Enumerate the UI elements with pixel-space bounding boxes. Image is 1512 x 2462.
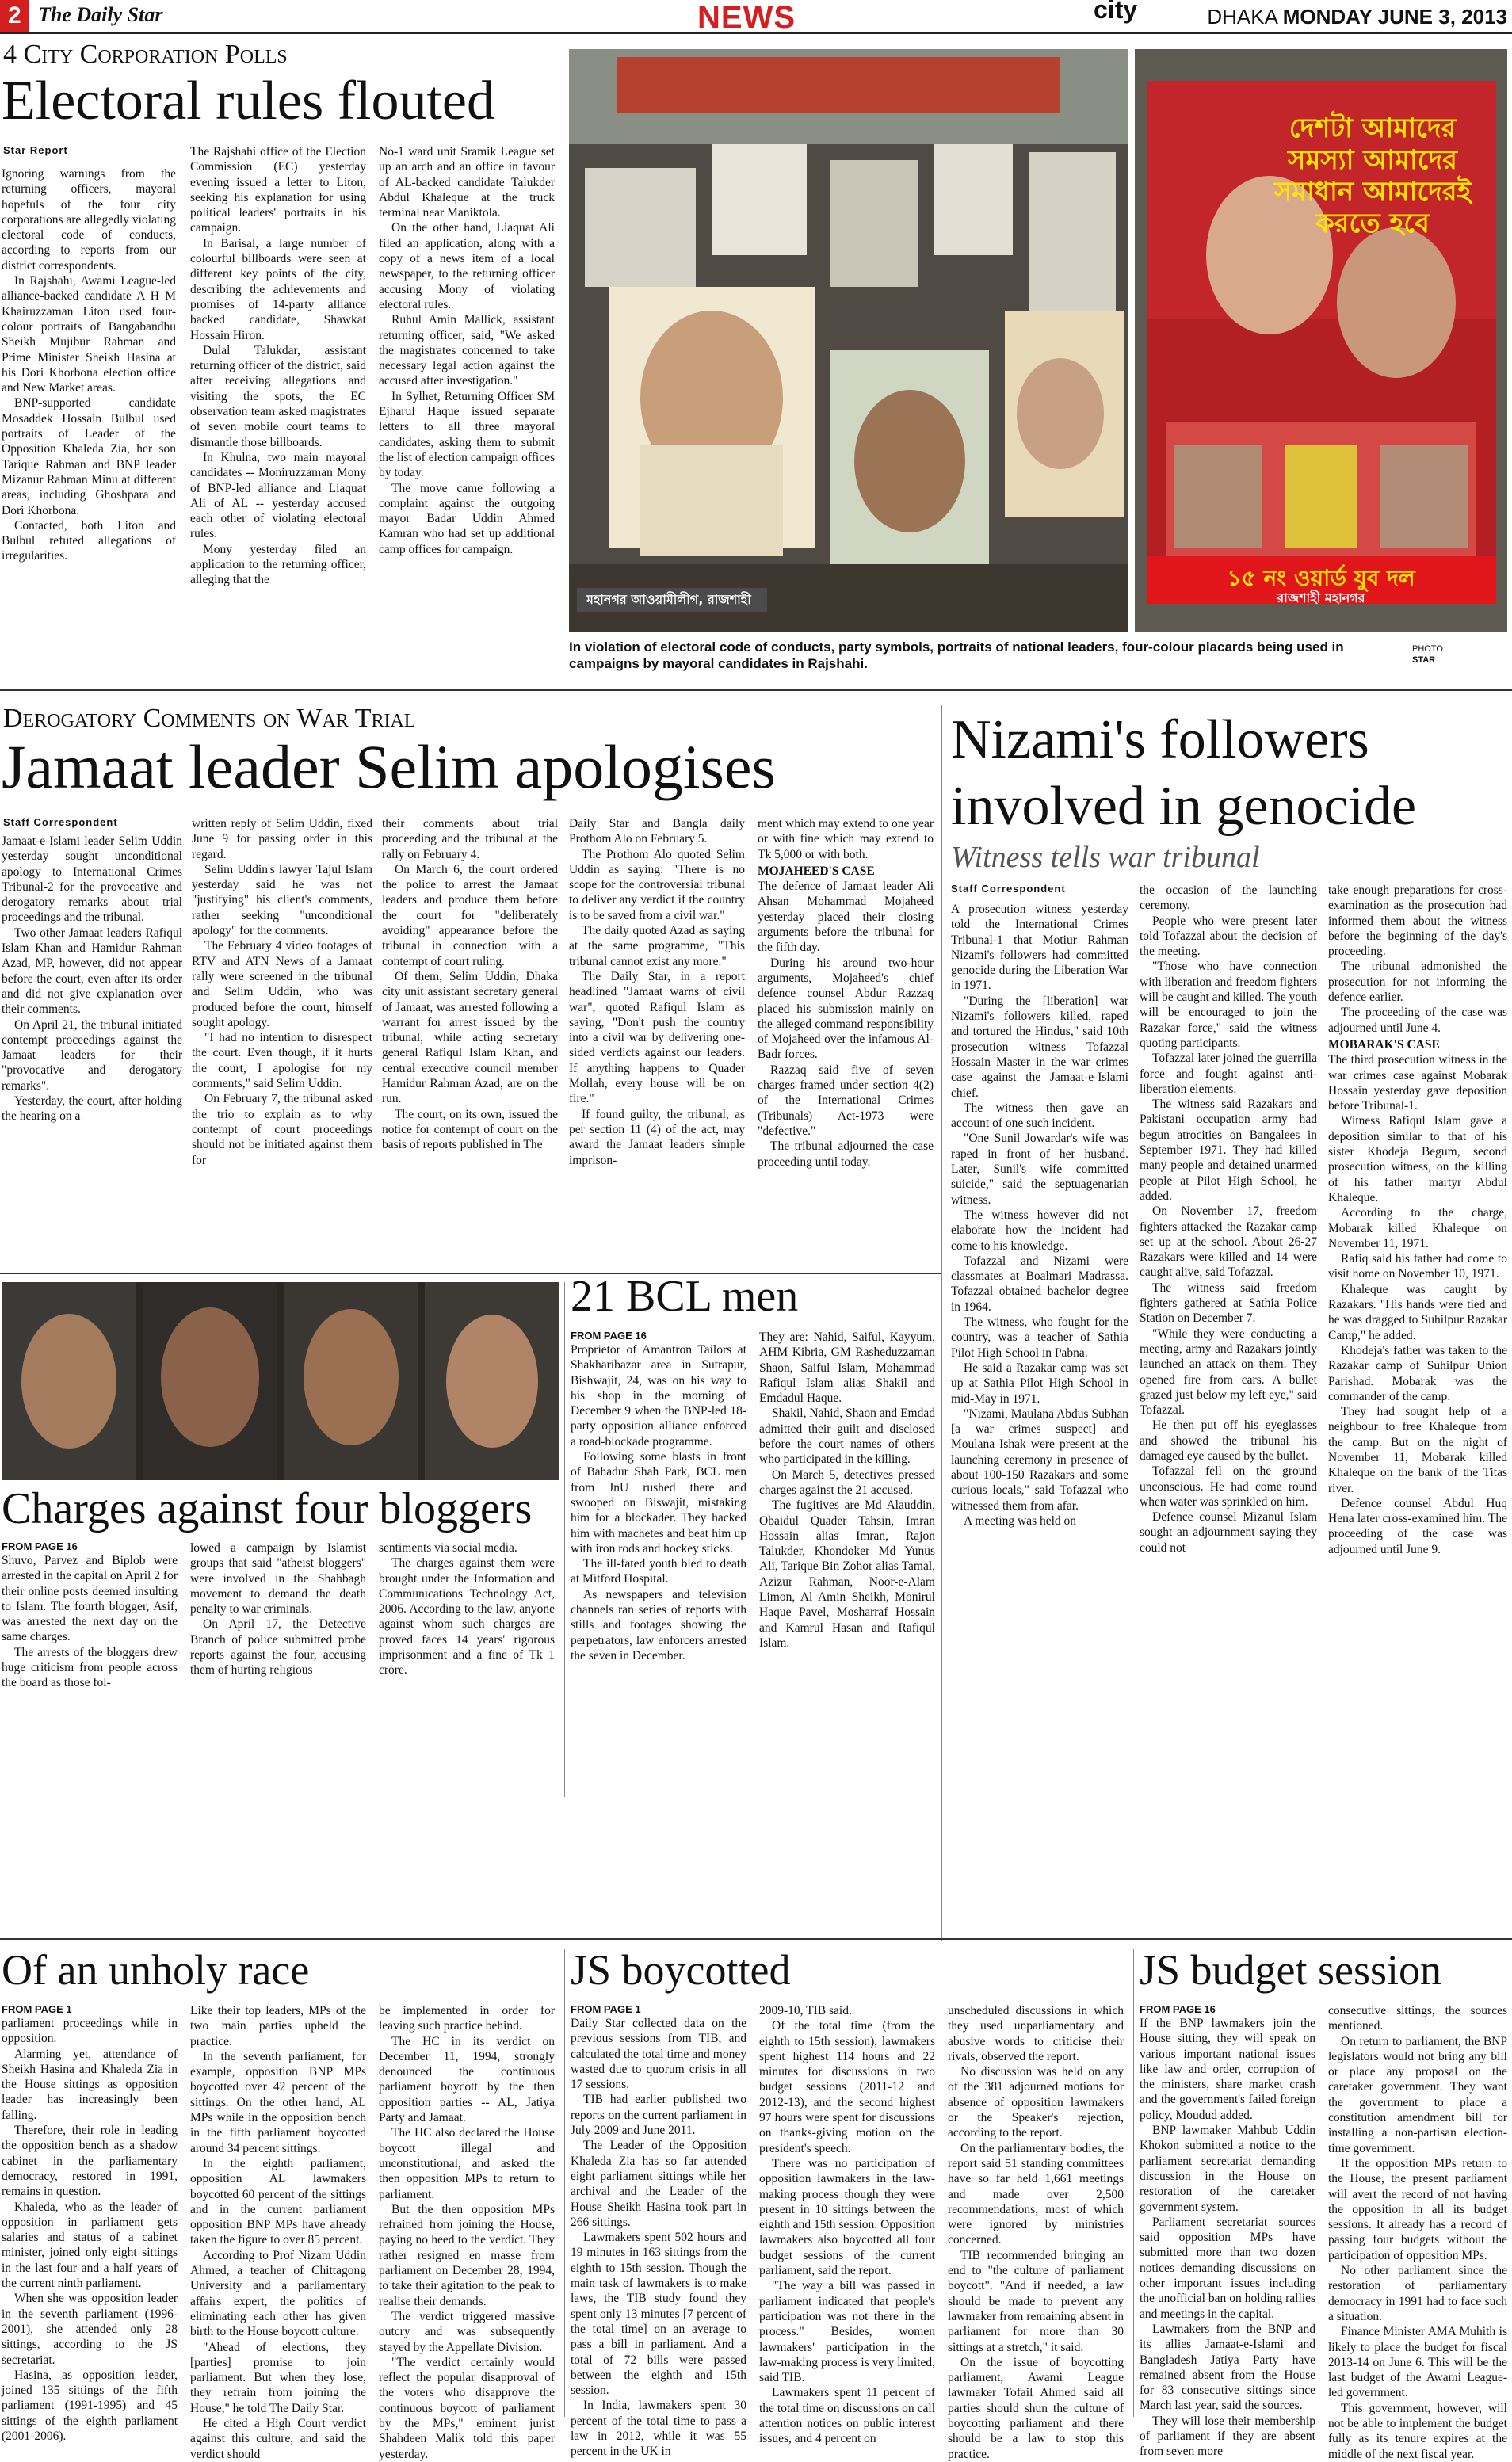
story5-jump: FROM PAGE 16 <box>571 1330 647 1342</box>
masthead <box>0 0 1512 34</box>
story7-col2 <box>759 2003 935 2446</box>
story6-headline: Of an unholy race <box>2 1946 310 1994</box>
campaign-street-photo <box>569 49 1128 632</box>
story2-col3 <box>382 816 558 1262</box>
story7-col3 <box>948 2003 1124 2461</box>
story3-paragraph: The tribunal admonished the prosecution for not informing the defence earlier. <box>1328 960 1507 1005</box>
story8-paragraph: BNP lawmaker Mahbub Uddin Khokon submitted a notice to the parliament secretariat demanding discussion in the House on restoration of the caretaker government system. <box>1140 2124 1315 2214</box>
mojaheed-paragraph: The tribunal adjourned the case proceeding until today. <box>758 1139 934 1169</box>
story1-paragraph: Dulal Talukdar, assistant returning officer of the district, said after receiving allegations and visiting the spots, the EC observation team asked magistrates of seven mobile court teams to dismantle those billboards. <box>190 343 366 449</box>
story3-paragraph: "During the [liberation] war Nizami's followers killed, raped and tortured the Hindus," said 10th prosecution witness Tofazzal Hossain Master in the war crimes case against the Jamaat-e-Islami chief. <box>951 994 1128 1100</box>
story2-paragraph: The Prothom Alo quoted Selim Uddin as saying: "There is no scope for the controversial tribunal to deliver any verdict if the country is to be saved from a civil war." <box>569 847 745 922</box>
bloggers-photo <box>2 1282 559 1480</box>
story3-headline-line1: Nizami's followers <box>951 709 1369 770</box>
credit-label: PHOTO: <box>1412 644 1445 654</box>
story8-paragraph: consecutive sittings, the sources mentioned. <box>1328 2004 1507 2033</box>
story1-paragraph: Contacted, both Liton and Bulbul refuted allegations of irregularities. <box>2 518 176 563</box>
story3-paragraph: "Those who have connection with liberation and freedom fighters will be caught and killed. The youth will be encouraged to join the Razakar force," said the witness quoting participants. <box>1140 960 1317 1050</box>
story2-paragraph: On February 7, the tribunal asked the trio to explain as to why contempt of court proceedings should not be initiated against them for <box>192 1092 372 1167</box>
story7-paragraph: On the parliamentary bodies, the report said 51 standing committees have so far held 1,661 meetings and made over 2,500 recommendations, most of which were ignored by ministries concerned. <box>948 2141 1124 2247</box>
story3-paragraph: The witness however did not elaborate how the incident had come to his knowledge. <box>951 1208 1128 1253</box>
story2-col2 <box>192 816 372 1262</box>
story2-paragraph: Jamaat-e-Islami leader Selim Uddin yesterday sought unconditional apology to International Crimes Tribunal-2 for the provocative and derogatory remarks about trial proceedings and the tribunal. <box>2 834 182 925</box>
story6-paragraph: parliament proceedings while in opposition. <box>2 2017 178 2046</box>
vertical-rule-lower-2 <box>1133 1949 1134 2417</box>
story6-paragraph: The verdict triggered massive outcry and was subsequently stayed by the Appellate Division. <box>379 2309 555 2354</box>
story2-paragraph: Yesterday, the court, after holding the hearing on a <box>2 1094 182 1124</box>
story3-paragraph: Tofazzal and Nizami were classmates at Boalmari Madrassa. Tofazzal obtained bachelor degree in 1964. <box>951 1254 1128 1314</box>
story6-paragraph: But the then opposition MPs refrained from joining the House, paying no heed to the verdict. They rather resigned en masse from parliament on December 28, 1994, to take their agitation to the peak to realise their demands. <box>379 2202 555 2308</box>
story1-photo-caption: In violation of electoral code of conducts, party symbols, portraits of national leaders, four-colour placards being used in campaigns by mayoral candidates in Rajshahi. <box>569 639 1344 671</box>
story3-paragraph: The witness, who fought for the country, was a teacher of Sathia Pilot High School in Pabna. <box>951 1315 1128 1360</box>
story6-paragraph: Like their top leaders, MPs of the two main parties upheld the practice. <box>190 2004 366 2048</box>
bloggers-photo-art <box>2 1282 559 1480</box>
story7-paragraph: TIB had earlier published two reports on the current parliament in July 2009 and June 2011. <box>571 2093 746 2138</box>
story7-paragraph: 2009-10, TIB said. <box>759 2004 852 2017</box>
story3-paragraph: "While they were conducting a meeting, army and Razakars jointly launched an attack on them. They opened fire from cars. A bullet grazed just below my left eye," said Tofazzal. <box>1140 1326 1317 1418</box>
story8-paragraph: This government, however, will not be able to implement the budget fully as its tenure expires at the middle of the next fiscal year. <box>1328 2401 1507 2461</box>
story3-paragraph: "Nizami, Maulana Abdus Subhan [a war crimes suspect] and Moulana Ishak were present at the launching ceremony in presence of about 100-150 Razakars and some curious locals," said Tofazzal who witnessed them from afar. <box>951 1407 1128 1513</box>
mojaheed-paragraph: During his around two-hour arguments, Mojaheed's chief defence counsel Abdur Razzaq placed his submission mainly on the alleged command responsibility of Mojaheed over the infamous Al-Badr forces. <box>758 956 934 1062</box>
story7-paragraph: Of the total time (from the eighth to 15th session), lawmakers spent highest 114 hours and 22 minutes for discussions in two budget sessions (2011-12 and 2012-13), and the second highest 97 hours were spent for discussions on thanks-giving motion on the president's speech. <box>759 2019 935 2155</box>
mobarak-paragraph: Witness Rafiqul Islam gave a deposition similar to that of his sister Khodeja Begum, second prosecution witness, on the killing of his father martyr Abdul Khaleque. <box>1328 1114 1507 1204</box>
story3-paragraph: "One Sunil Jowardar's wife was raped in front of her husband. Later, Sunil's wife committed suicide," said the septuagenarian witness. <box>951 1132 1128 1207</box>
story1-paragraph: In Khulna, two main mayoral candidates -- Moniruzzaman Mony of BNP-led alliance and Liaquat Ali of AL -- yesterday accused each other of violating electoral rules. <box>190 450 366 541</box>
story1-paragraph: The Rajshahi office of the Election Commission (EC) yesterday evening issued a letter to Liton, seeking his explanation for using political leaders' portraits in his campaign. <box>190 145 366 235</box>
story1-photo-credit <box>1412 643 1445 666</box>
banner-slogan: দেশটা আমাদের সমস্যা আমাদের সমাধান আমাদেরই করতে হবে <box>1273 113 1472 239</box>
story3-paragraph: A meeting was held on <box>964 1513 1077 1528</box>
story7-paragraph: Lawmakers spent 502 hours and 19 minutes in 163 sittings from the eighth to 15th session. Though the main task of lawmakers is to make laws, the TIB study found they spent only 13 minutes [7 percent of the total time] on an average to pass a bill in parliament. And a total of 72 bills were passed between the eighth and 15th session. <box>571 2231 746 2398</box>
story3-paragraph: The witness then gave an account of one such incident. <box>951 1101 1128 1131</box>
story2-kicker: Derogatory Comments on War Trial <box>3 704 416 733</box>
story6-paragraph: The HC in its verdict on December 11, 1994, strongly denounced the continuous parliament boycott by the then opposition parties -- AL, Jatiya Party and Jamaat. <box>379 2034 555 2125</box>
divider-2 <box>0 1273 941 1274</box>
story8-headline: JS budget session <box>1140 1946 1442 1994</box>
divider-1 <box>0 689 1512 691</box>
story7-paragraph: On the issue of boycotting parliament, Awami League lawmaker Tofail Ahmed said all parties should shun the culture of boycotting parliament and there should be a law to stop this practice. <box>948 2355 1124 2461</box>
story7-paragraph: unscheduled discussions in which they used unparliamentary and abusive words to criticise their rivals, observed the report. <box>948 2004 1124 2063</box>
story1-kicker: 4 City Corporation Polls <box>3 40 288 69</box>
story3-paragraph: People who were present later told Tofazzal about the decision of the meeting. <box>1140 914 1317 959</box>
mojaheed-subhead: MOJAHEED'S CASE <box>758 864 875 878</box>
mojaheed-body <box>758 879 934 1170</box>
story8-col1 <box>1140 2016 1315 2459</box>
story1-paragraph: In Rajshahi, Awami League-led alliance-backed candidate A H M Khairuzzaman Liton used four-colour portraits of Bangabandhu Sheikh Mujibur Rahman and Prime Minister Sheikh Hasina at his Dori Khorbona election office and New Market areas. <box>2 274 176 395</box>
credit-name: STAR <box>1412 655 1436 665</box>
story2-col5 <box>758 816 934 1262</box>
story5-paragraph: Proprietor of Amantron Tailors at Shakharibazar area in Sutrapur, Bishwajit, 24, was on his way to his shop in the morning of December 9 when the BNP-led 18-party opposition alliance enforced a road-blockade programme. <box>571 1343 746 1449</box>
story2-paragraph: "I had no intention to disrespect the court. Even though, if it hurts the court, I apologise for my comments," said Selim Uddin. <box>192 1031 372 1091</box>
story6-col2 <box>190 2003 366 2461</box>
story7-paragraph: No discussion was held on any of the 381 adjourned motions for absence of opposition lawmakers or the Speaker's rejection, according to the report. <box>948 2065 1124 2140</box>
story5-paragraph: The ill-fated youth bled to death at Mitford Hospital. <box>571 1557 746 1586</box>
story5-paragraph: On March 5, detectives pressed charges against the 21 accused. <box>759 1468 935 1497</box>
story3-col2 <box>1140 883 1317 1924</box>
dateline <box>1207 5 1507 29</box>
story3-paragraph: The witness said Razakars and Pakistani occupation army had begun atrocities on Bangalees in September 1971. They had killed many people and detained unarmed people at Pilot High School, he added. <box>1140 1097 1317 1203</box>
story3-col1 <box>951 902 1128 1924</box>
story8-paragraph: On return to parliament, the BNP legislators would not bring any bill or place any proposal on the caretaker government. They want the government to place a constitution amendment bill for installing a non-partisan election-time government. <box>1328 2034 1507 2155</box>
story1-col1 <box>2 166 176 674</box>
mojaheed-paragraph: The defence of Jamaat leader Ali Ahsan Mohammad Mojaheed yesterday placed their closing arguments before the tribunal for the fifth day. <box>758 880 934 955</box>
mobarak-paragraph: Defence counsel Abdul Huq Hena later cross-examined him. The proceeding of the case was adjourned until June 9. <box>1328 1496 1507 1556</box>
story5-col1 <box>571 1342 746 1800</box>
story3-byline: Staff Correspondent <box>951 883 1066 895</box>
story5-headline: 21 BCL men <box>571 1272 799 1321</box>
story2-byline: Staff Correspondent <box>3 816 118 828</box>
story8-paragraph: Parliament secretariat sources said opposition MPs have submitted more than two dozen notices demanding discussions on other important issues including the unofficial ban on holding rallies and meetings in the capital. <box>1140 2215 1315 2321</box>
story6-paragraph: According to Prof Nizam Uddin Ahmed, a teacher of Chittagong University and a parliamentary affairs expert, the politics of eliminating each other has given birth to the House boycott culture. <box>190 2248 366 2339</box>
dateline-date: MONDAY JUNE 3, 2013 <box>1282 5 1507 29</box>
story3-paragraph: On November 17, freedom fighters attacked the Razakar camp set up at the school. About 26-27 Razakars were killed and 14 were caught alive, said Tofazzal. <box>1140 1204 1317 1280</box>
story1-paragraph: Ignoring warnings from the returning officers, mayoral hopefuls of the four city corporations are allegedly violating electoral code of conducts, according to reports from our district correspondents. <box>2 167 176 273</box>
story5-paragraph: Following some blasts in front of Bahadur Shah Park, BCL men from JnU rushed there and swooped on Biswajit, mistaking him for a blockader. They hacked him with machetes and beat him up with iron rods and hockey sticks. <box>571 1450 746 1555</box>
story2-paragraph: If found guilty, the tribunal, as per section 11 (4) of the act, may award the Jamaat leaders simple imprison- <box>569 1107 745 1167</box>
story5-paragraph: They are: Nahid, Saiful, Kayyum, AHM Kibria, GM Rasheduzzaman Shaon, Saiful Islam, Mohammad Rafiqul Islam alias Shakil and Emdadul Haque. <box>759 1330 935 1406</box>
story3-paragraph: A prosecution witness yesterday told the International Crimes Tribunal-1 that Motiur Rahman Nizami's followers had committed genocide during the Liberation War in 1971. <box>951 903 1128 993</box>
story3-paragraph: Defence counsel Mizanul Islam sought an adjournment saying they could not <box>1140 1510 1317 1555</box>
story2-paragraph: their comments about trial proceeding and the tribunal at the rally on February 4. <box>382 817 558 861</box>
vertical-rule-lower-1 <box>564 1949 565 2417</box>
story7-jump: FROM PAGE 1 <box>571 2003 641 2015</box>
story2-paragraph: The February 4 video footages of RTV and ATN News of a Jamaat rally were screened in the tribunal and Selim Uddin, who was produced before the court, himself sought apology. <box>192 939 372 1029</box>
section-label: NEWS <box>697 0 796 35</box>
story2-paragraph: On April 21, the tribunal initiated contempt proceedings against the Jamaat leaders for their "provocative and derogatory remarks". <box>2 1017 182 1093</box>
story4-headline: Charges against four bloggers <box>2 1484 533 1533</box>
story2-paragraph: The court, on its own, issued the notice for contempt of court on the basis of reports published in The <box>382 1107 558 1152</box>
page-number: 2 <box>0 0 29 32</box>
story3-paragraph: the occasion of the launching ceremony. <box>1140 884 1317 913</box>
story8-paragraph: Finance Minister AMA Muhith is likely to place the budget for fiscal 2013-14 on June 6. This will be the last budget of the Awami League-led government. <box>1328 2325 1507 2400</box>
story6-paragraph: Khaleda, who as the leader of opposition in parliament gets salaries and status of a cabinet minister, joined only eight sittings in the last four and a half years of the current ninth parliament. <box>2 2200 178 2291</box>
story7-headline: JS boycotted <box>571 1946 791 1994</box>
story8-col2 <box>1328 2003 1507 2461</box>
story6-paragraph: be implemented in order for leaving such practice behind. <box>379 2004 555 2033</box>
story2-paragraph: ment which may extend to one year or with fine which may extend to Tk 5,000 or with both. <box>758 817 934 861</box>
mobarak-paragraph: Rafiq said his father had come to visit home on November 10, 1971. <box>1328 1252 1507 1281</box>
story3-deck: Witness tells war tribunal <box>951 841 1260 874</box>
story7-paragraph: TIB recommended bringing an end to "the culture of parliament boycott". "And if needed, a law should be made to prevent any lawmaker from remaining absent in parliament for more than 30 sittings at a stretch," it said. <box>948 2248 1124 2354</box>
story3-paragraph: The witness said freedom fighters gathered at Sathia Police Station on December 7. <box>1140 1281 1317 1326</box>
story2-paragraph: On March 6, the court ordered the police to arrest the Jamaat leaders and produce them before the court for "deliberately avoiding" appearance before the tribunal in connection with a contempt of court ruling. <box>382 862 558 968</box>
story4-col3 <box>379 1540 555 1800</box>
dateline-city: DHAKA <box>1207 5 1277 29</box>
story5-paragraph: The fugitives are Md Alauddin, Obaidul Quader Tahsin, Imran Hossain alias Imran, Rajon Talukder, Khondoker Md Yunus Ali, Tarique Bin Zohor alias Tamal, Azizur Rahman, Noor-e-Alam Limon, Al Amin Sheikh, Monirul Haque Pavel, Mosharraf Hossain and Kamrul Hasan and Rafiqul Islam. <box>759 1498 935 1650</box>
story4-paragraph: sentiments via social media. <box>379 1541 517 1555</box>
story3-paragraph: Tofazzal later joined the guerrilla force and fought against anti-liberation elements. <box>1140 1052 1317 1096</box>
story3-headline-line2: involved in genocide <box>951 776 1417 837</box>
story6-paragraph: "Ahead of elections, they [parties] promise to join parliament. But when they lose, they refrain from joining the House," he told The Daily Star. <box>190 2340 366 2415</box>
story1-col3 <box>379 144 555 674</box>
story1-headline: Electoral rules flouted <box>2 71 494 132</box>
story1-paragraph: BNP-supported candidate Mosaddek Hossain Bulbul used portraits of Leader of the Opposition Khaleda Zia, her son Tarique Rahman and BNP leader Mizanur Rahman Minu at different areas, including Ghoshpara and Dori Khorbona. <box>2 396 176 517</box>
story3-paragraph: He then put off his eyeglasses and showed the tribunal his damaged eye caused by the bullet. <box>1140 1418 1317 1463</box>
story1-paragraph: No-1 ward unit Sramik League set up an arch and an office in favour of AL-backed candidate Talukder Abdul Khaleque at the truck terminal near Maniktola. <box>379 145 555 220</box>
story6-paragraph: He cited a High Court verdict against this culture, and said the verdict should <box>190 2417 366 2461</box>
story2-paragraph: The Daily Star, in a report headlined "Jamaat warns of civil war", quoted Rafiqul Islam as saying, "Don't push the country into a civil war by delivering one-sided verdicts against our leaders. If anything happens to Quader Mollah, every house will be on fire." <box>569 969 745 1106</box>
story2-headline: Jamaat leader Selim apologises <box>2 732 776 801</box>
story6-paragraph: "The verdict certainly would reflect the popular disapproval of the voters who disapprove the continuous boycott of parliament by the MPs," eminent jurist Shahdeen Malik told this paper yesterday. <box>379 2355 555 2461</box>
subsection-label: city <box>1094 0 1138 24</box>
story6-paragraph: Alarming yet, attendance of Sheikh Hasina and Khaleda Zia in the House sittings as opposition leader has increasingly been falling. <box>2 2047 178 2122</box>
story1-paragraph: Ruhul Amin Mallick, assistant returning officer, said, "We asked the magistrates concerned to take necessary legal action against the accused after investigation." <box>379 313 555 388</box>
story6-paragraph: Therefore, their role in leading the opposition bench as a shadow cabinet in the parliamentary democracy, restored in 1991, remains in question. <box>2 2124 178 2199</box>
story2-col1 <box>2 834 182 1262</box>
story6-paragraph: When she was opposition leader in the seventh parliament (1996-2001), she attended only 28 sittings, according to the JS secretariat. <box>2 2292 178 2367</box>
mobarak-paragraph: The third prosecution witness in the war crimes case against Mobarak Hossain yesterday gave deposition before Tribunal-1. <box>1328 1053 1507 1113</box>
banner-footer-city: রাজশাহী মহানগর <box>1277 590 1365 605</box>
story1-byline: Star Report <box>3 144 68 156</box>
mobarak-paragraph: According to the charge, Mobarak killed Khaleque on November 11, 1971. <box>1328 1206 1507 1250</box>
mojaheed-paragraph: Razzaq said five of seven charges framed under section 4(2) of the International Crimes (Tribunals) Act-1973 were "defective." <box>758 1063 934 1138</box>
story5-col2 <box>759 1330 935 1800</box>
banner-footer: ১৫ নং ওয়ার্ড যুব দল <box>1227 565 1415 591</box>
story1-paragraph: In Sylhet, Returning Officer SM Ejharul Haque issued separate letters to all three mayoral candidates, asking them to submit the list of election campaign offices by today. <box>379 389 555 480</box>
story1-paragraph: In Barisal, a large number of colourful billboards were seen at different key points of the city, describing the achievements and promises of 14-party alliance backed candidate, Shawkat Hossain Hiron. <box>190 236 366 342</box>
story6-col1 <box>2 2016 178 2444</box>
story3-paragraph: The proceeding of the case was adjourned until June 4. <box>1328 1006 1507 1035</box>
story3-col3-lead <box>1328 883 1507 1036</box>
story6-paragraph: The HC also declared the House boycott illegal and unconstitutional, and asked the then opposition MPs to return to parliament. <box>379 2126 555 2201</box>
story2-paragraph: Two other Jamaat leaders Rafiqul Islam Khan and Hamidur Rahman Azad, MP, however, did not appear before the court, even after its order and did not give explanation over their comments. <box>2 926 182 1017</box>
story1-col2 <box>190 144 366 674</box>
story4-paragraph: The charges against them were brought under the Information and Communications Technology Act, 2006. According to the law, anyone against whom such charges are proved faces 14 years' rigorous imprisonment and a fine of Tk 1 crore. <box>379 1556 555 1678</box>
story2-col5-lead <box>758 816 934 862</box>
story6-jump: FROM PAGE 1 <box>2 2003 72 2015</box>
story6-paragraph: In the seventh parliament, for example, opposition BNP MPs boycotted over 42 percent of the sittings. On the other hand, AL MPs while in the opposition bench in the fifth parliament boycotted around 34 percent sittings. <box>190 2049 366 2155</box>
story4-col2 <box>190 1540 366 1800</box>
mobarak-body <box>1328 1052 1507 1557</box>
paper-name: The Daily Star <box>38 3 163 26</box>
story3-paragraph: Tofazzal fell on the ground unconscious. He had come round when water was sprinkled on him. <box>1140 1464 1317 1509</box>
story4-col1 <box>2 1553 178 1800</box>
story4-paragraph: The arrests of the bloggers drew huge criticism from people across the board as those fol- <box>2 1645 178 1690</box>
story6-col3 <box>379 2003 555 2461</box>
story7-paragraph: In India, lawmakers spent 30 percent of the total time to pass a law in 2012, while it was 55 percent in the UK in <box>571 2399 746 2459</box>
street-photo-art <box>569 49 1128 632</box>
story8-paragraph: Lawmakers from the BNP and its allies Jamaat-e-Islami and Bangladesh Jatiya Party have remained absent from the House for 83 consecutive sittings since March last year, said the sources. <box>1140 2322 1315 2413</box>
street-photo-sign-text: মহানগর আওয়ামীলীগ, রাজশাহী <box>586 592 751 607</box>
mobarak-paragraph: Khaleque was caught by Razakars. "His hands were tied and he was dragged to Suhilpur Razakar Camp," he added. <box>1328 1282 1507 1342</box>
story3-col3 <box>1328 883 1507 1924</box>
story4-jump: FROM PAGE 16 <box>2 1540 78 1552</box>
story7-paragraph: Lawmakers spent 11 percent of the total time on discussions on call attention notices on public interest issues, and 4 percent on <box>759 2386 935 2446</box>
story5-paragraph: As newspapers and television channels ran series of reports with stills and footages showing the perpetrators, law enforcers arrested the seven in December. <box>571 1587 746 1662</box>
story7-paragraph: Daily Star collected data on the previous sessions from TIB, and calculated the total time and money wasted due to quorum crisis in all 17 sessions. <box>571 2017 746 2092</box>
story2-paragraph: Selim Uddin's lawyer Tajul Islam yesterday said he was not "justifying" his client's comments, rather seeking "unconditional apology" for the comments. <box>192 862 372 938</box>
vertical-rule-right <box>941 705 942 1941</box>
story2-paragraph: Of them, Selim Uddin, Dhaka city unit assistant secretary general of Jamaat, was arrested following a warrant for arrest issued by the tribunal, while acting secretary general Rafiqul Islam Khan, and central executive council member Hamidur Rahman Azad, are on the run. <box>382 969 558 1106</box>
story3-paragraph: He said a Razakar camp was set up at Sathia Pilot High School in mid-May in 1971. <box>951 1361 1128 1406</box>
story2-paragraph: Daily Star and Bangla daily Prothom Alo on February 5. <box>569 817 745 846</box>
story7-paragraph: The Leader of the Opposition Khaleda Zia has so far attended eight parliament sittings while her archival and the Leader of the House Sheikh Hasina took part in 266 sittings. <box>571 2139 746 2229</box>
story1-paragraph: On the other hand, Liaquat Ali filed an application, along with a copy of a news item of a local newspaper, to the returning officer accusing Mony of violating electoral rules. <box>379 221 555 311</box>
story3-paragraph: take enough preparations for cross-examination as the prosecution had informed them about the witness before the beginning of the day's proceeding. <box>1328 884 1507 959</box>
mobarak-subhead: MOBARAK'S CASE <box>1328 1037 1440 1052</box>
story6-paragraph: Hasina, as opposition leader, joined 135 sittings of the fifth parliament (1991-1995) and 45 sittings of the eighth parliament (2001-2006). <box>2 2368 178 2444</box>
story4-paragraph: Shuvo, Parvez and Biplob were arrested in the capital on April 2 for their online posts deemed insulting to Islam. The fourth blogger, Asif, was arrested the next day on the same charges. <box>2 1554 178 1644</box>
story1-paragraph: Mony yesterday filed an application to the returning officer, alleging that the <box>190 542 366 587</box>
story2-paragraph: written reply of Selim Uddin, fixed June 9 for passing order in this regard. <box>192 817 372 861</box>
story4-paragraph: On April 17, the Detective Branch of police submitted probe reports against the four, accusing them of hurting religious <box>190 1617 366 1678</box>
story2-col4 <box>569 816 745 1262</box>
story7-paragraph: There was no participation of opposition lawmakers in the law-making process though they were present in 10 sittings between the eighth and 15th session. Opposition lawmakers also boycotted all four budget sessions of the current parliament, said the report. <box>759 2156 935 2278</box>
mobarak-paragraph: They had sought help of a neighbour to free Khaleque from the camp. But on the night of November 11, Mobarak killed Khaleque on the bank of the Titas river. <box>1328 1405 1507 1495</box>
story4-paragraph: lowed a campaign by Islamist groups that said "atheist bloggers" were involved in the Shahbagh movement to demand the death penalty to war criminals. <box>190 1541 366 1617</box>
story7-paragraph: "The way a bill was passed in parliament indicated that people's participation was not there in the process." Besides, women lawmakers' participation in the law-making process is very limited, said TIB. <box>759 2279 935 2385</box>
story8-paragraph: If the BNP lawmakers join the House sitting, they will speak on various important national issues like law and order, corruption of the ministers, share market crash and the government's failed foreign policy, Moudud added. <box>1140 2017 1315 2122</box>
story8-paragraph: If the opposition MPs return to the House, the present parliament will avert the record of not having the opposition in all its budget sessions. It already has a record of passing four budgets without the participation of opposition MPs. <box>1328 2156 1507 2262</box>
vertical-rule-mid <box>564 1282 565 1797</box>
story5-paragraph: Shakil, Nahid, Shaon and Emdad admitted their guilt and disclosed before the court names of others who participated in the killing. <box>759 1407 935 1467</box>
story8-paragraph: No other parliament since the restoration of parliamentary democracy in 1991 had to face such a situation. <box>1328 2264 1507 2323</box>
story7-col1 <box>571 2016 746 2459</box>
mobarak-paragraph: Khodeja's father was taken to the Razakar camp of Suhilpur Union Parishad. Mobarak was the commander of the camp. <box>1328 1343 1507 1403</box>
campaign-banner-photo <box>1135 49 1507 632</box>
story8-paragraph: They will lose their membership of parliament if they are absent from seven more <box>1140 2414 1315 2459</box>
story1-paragraph: The move came following a complaint against the outgoing mayor Badar Uddin Ahmed Kamran who had set up additional camp offices for campaign. <box>379 481 555 556</box>
story2-paragraph: The daily quoted Azad as saying at the same programme, "This tribunal cannot exist any more." <box>569 924 745 968</box>
story8-jump: FROM PAGE 16 <box>1140 2003 1216 2015</box>
story6-paragraph: In the eighth parliament, opposition AL lawmakers boycotted 60 percent of the sittings and in the current parliament opposition BNP MPs have already taken the figure to over 85 percent. <box>190 2156 366 2247</box>
